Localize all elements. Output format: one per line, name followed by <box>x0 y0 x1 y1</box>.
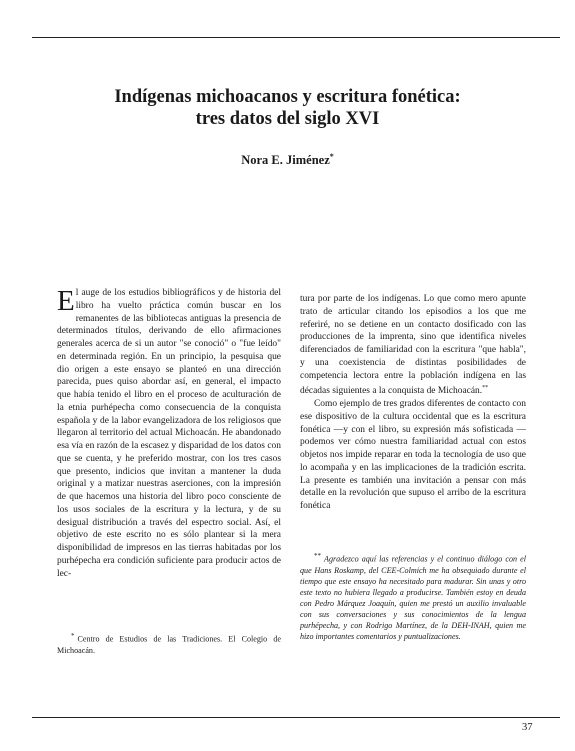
top-rule <box>32 37 560 38</box>
drop-cap: E <box>57 285 75 317</box>
right-paragraph-1-text: tura por parte de los indígenas. Lo que como mero apunte trato de articular citando los episodios a los que me referiré, no se detiene en un contacto dosificado con las producciones de la imprenta, sino que identifica niveles diferenciados de familiaridad con la escritura "que habla", y una coexistencia de distintas posibilidades de competencia lectora entre la población indígena en las décadas siguientes a la conquista de Michoacán. <box>300 294 526 397</box>
title-line-1: Indígenas michoacanos y escritura fonética: <box>114 87 461 107</box>
right-paragraph-2: Como ejemplo de tres grados diferentes de contacto con ese dispositivo de la cultura occidental que es la escritura fonética —y con el libro, su expresión más sofisticada —podemos ver cómo nuestra familiaridad actual con estos objetos nos impide reparar en toda la tecnología de uso que lo acompaña y en las implicaciones de la tradición escrita. La presente es también una invitación a pensar con más detalle en la revolución que supuso el arribo de la escritura fonética <box>300 399 526 512</box>
right-column <box>300 287 526 513</box>
right-footnote-ref: ** <box>482 385 489 392</box>
page-number: 37 <box>522 722 533 733</box>
author-name <box>40 152 535 168</box>
footnote-acknowledgments <box>300 551 526 642</box>
footnote-mark: * <box>71 632 75 640</box>
right-paragraph-1 <box>300 293 526 398</box>
footnote-mark: ** <box>314 552 321 560</box>
left-column <box>57 287 281 580</box>
bottom-rule <box>32 717 560 718</box>
title-line-2: tres datos del siglo XVI <box>195 109 380 129</box>
author-text: Nora E. Jiménez <box>241 153 330 168</box>
footnote-author-affiliation <box>57 631 281 656</box>
left-paragraph-text: l auge de los estudios bibliográficos y de historia del libro ha vuelto práctica común buscar en los remanentes de las bibliotecas antiguas la presencia de determinados títulos, derivando de ello afirmaciones generales acerca de si un autor "se conoció" o "fue leído" en determinada región. En un principio, la pesquisa que dio origen a este ensayo se planteó en una dirección parecida, pues quiso abordar así, en general, el impacto que había tenido el libro en el proceso de aculturación de la etnia purhépecha como consecuencia de la conquista española y de la labor evangelizadora de los religiosos que llegaron al territorio del actual Michoacán. He abandonado esa vía en razón de la escasez y disparidad de los datos con que se cuenta, y he preferido mostrar, con los tres casos que presento, indicios que invitan a mantener la duda original y a matizar nuestras aserciones, con la impresión de que hacemos una historia del libro poco consciente de los usos sociales de la escritura y la lectura, y de su desigual distribución a través del espectro social. Así, el objetivo de este escrito no es sólo plantear si la mera disponibilidad de impresos en las tierras habitadas por los purhépecha era condición suficiente para producir actos de lec- <box>57 288 281 579</box>
article-title <box>40 86 535 130</box>
author-footnote-mark: * <box>329 152 334 161</box>
left-paragraph <box>57 287 281 580</box>
footnote-text: Centro de Estudios de las Tradiciones. El Colegio de Michoacán. <box>57 634 281 655</box>
footnote-text: Agradezco aquí las referencias y el continuo diálogo con el que Hans Roskamp, del CEE-Colmich me ha obsequiado durante el tiempo que este ensayo ha necesitado para madurar. Sin unas y otro este texto no hubiera llegado a producirse. También estoy en deuda con Pedro Márquez Joaquín, quien me prestó un auxilio invaluable con sus conversaciones y sus conocimientos de la lengua purhépecha, y con Rodrigo Martínez, de la DEH-INAH, quien me hizo importantes comentarios y puntualizaciones. <box>300 554 526 641</box>
